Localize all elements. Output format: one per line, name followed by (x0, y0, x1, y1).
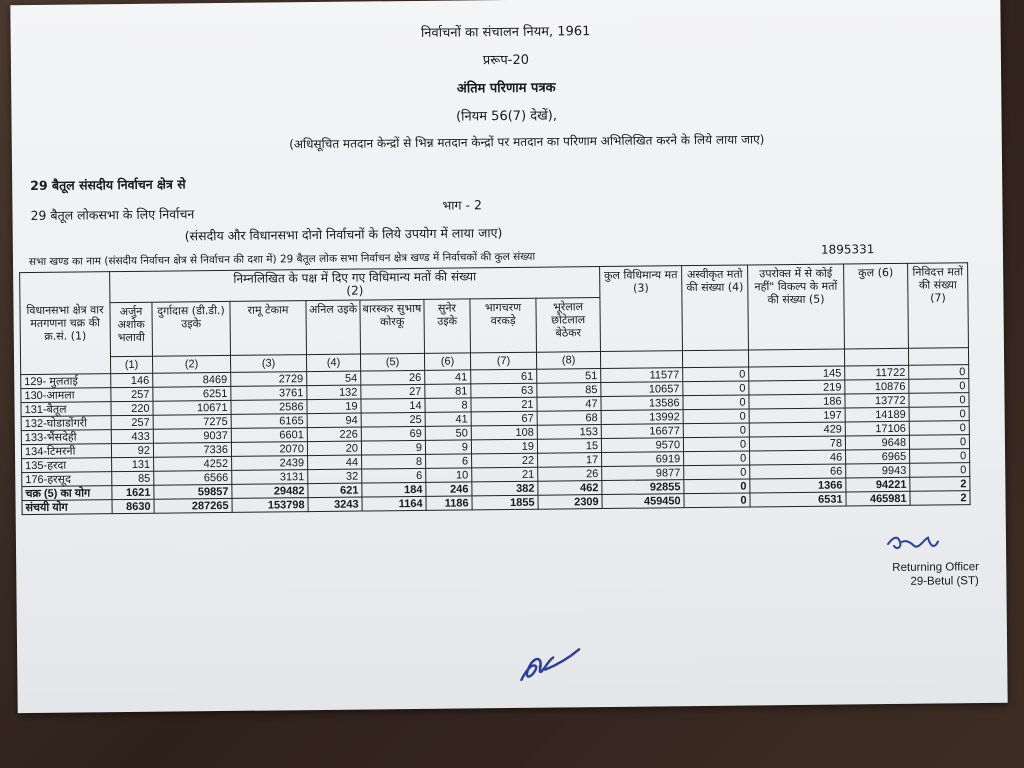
electors-total: 1895331 (820, 242, 875, 257)
header-valid-votes (110, 267, 600, 303)
cell-value: 85 (112, 471, 154, 485)
cell-value: 0 (910, 463, 970, 478)
cell-value: 94 (307, 413, 361, 428)
cand-num-7: (7) (470, 352, 536, 370)
cell-value: 9570 (601, 438, 683, 453)
cand-num-2: (2) (153, 355, 231, 373)
cell-value: 0 (684, 493, 750, 508)
form-20-sheet (10, 0, 1007, 713)
candidate-6: सुनेर उइके (424, 299, 471, 353)
cell-value: 0 (683, 367, 749, 382)
cell-value: 13772 (845, 393, 909, 408)
candidate-2: दुर्गादास (डी.डी.) उइके (152, 301, 231, 356)
cell-value: 2729 (231, 372, 307, 387)
cell-value: 16677 (601, 424, 683, 439)
cell-value: 7336 (153, 442, 231, 457)
cell-value: 27 (361, 384, 425, 399)
cell-value: 10657 (601, 382, 683, 397)
cell-value: 10 (426, 468, 472, 482)
cell-value: 146 (111, 373, 153, 387)
cell-value: 8630 (112, 499, 154, 513)
cell-value: 2 (910, 491, 970, 506)
cell-value: 15 (537, 439, 601, 454)
cell-value: 131 (112, 457, 154, 471)
cell-value: 20 (307, 441, 361, 456)
cell-value: 6566 (154, 470, 232, 485)
cell-value: 6251 (153, 386, 231, 401)
observer-signature (515, 641, 585, 688)
part-label: भाग - 2 (442, 197, 482, 213)
rule-reference: (नियम 56(7) देखें), (455, 108, 558, 125)
cell-value: 68 (537, 411, 601, 426)
cell-value: 0 (909, 421, 969, 436)
cand-num-3: (3) (230, 355, 306, 373)
cell-value: 8469 (153, 372, 231, 387)
cell-value: 3131 (232, 470, 308, 485)
cell-value: 153798 (232, 498, 308, 513)
cell-value: 85 (537, 383, 601, 398)
cell-value: 69 (361, 426, 425, 441)
blank-cell (909, 348, 969, 366)
segment-name: 135-हरदा (22, 458, 112, 473)
cell-value: 10671 (153, 400, 231, 415)
cell-value: 0 (684, 465, 750, 480)
segment-name: चक्र (5) का योग (22, 486, 112, 501)
cell-value: 51 (537, 369, 601, 384)
blank-cell (601, 351, 683, 369)
cell-value: 26 (361, 370, 425, 385)
results-table (19, 262, 971, 515)
cell-value: 459450 (602, 494, 684, 509)
cell-value: 462 (538, 481, 602, 496)
cell-value: 0 (909, 379, 969, 394)
cell-value: 6 (426, 454, 472, 468)
cell-value: 54 (307, 371, 361, 386)
blank-cell (749, 349, 845, 367)
candidate-5: बारस्कर सुभाष कोरकू (360, 299, 425, 354)
candidate-3: रामू टेकाम (230, 301, 307, 356)
cell-value: 257 (111, 387, 153, 401)
cell-value: 197 (749, 408, 845, 423)
cell-value: 63 (471, 383, 537, 398)
table-body (21, 365, 971, 515)
cell-value: 66 (750, 464, 846, 479)
header-segment: विधानसभा क्षेत्र वार मतगणना चक्र की क्र.सं. (1) (20, 272, 111, 375)
cell-value: 21 (472, 467, 538, 482)
cell-value: 47 (537, 397, 601, 412)
segment-name: 133-भैंसदेही (21, 430, 111, 445)
cand-num-5: (5) (360, 353, 424, 371)
cell-value: 184 (362, 482, 426, 497)
segment-name: 132-घोडाडोंगरी (21, 416, 111, 431)
cell-value: 41 (425, 370, 471, 384)
cell-value: 132 (307, 385, 361, 400)
cell-value: 26 (538, 467, 602, 482)
cell-value: 6531 (750, 492, 846, 507)
cell-value: 9037 (153, 428, 231, 443)
cell-value: 429 (749, 422, 845, 437)
electors-label: सभा खण्ड का नाम (संसदीय निर्वाचन क्षेत्र से निर्वाचन की दशा में) 29 बैतूल लोक सभा निर्वाचन क्षेत्र खण्ड में निर्वाचकों की कुल संख्या (28, 250, 536, 269)
cell-value: 11577 (601, 368, 683, 383)
returning-officer-constituency: 29-Betul (ST) (910, 575, 979, 588)
cell-value: 219 (749, 380, 845, 395)
cell-value: 6965 (846, 449, 910, 464)
cell-value: 22 (472, 453, 538, 468)
cell-value: 220 (111, 401, 153, 415)
cell-value: 186 (749, 394, 845, 409)
segment-name: 130-आमला (21, 388, 111, 403)
cell-value: 6601 (231, 428, 307, 443)
cell-value: 2 (910, 477, 970, 492)
header-tendered: निविदत्त मतों की संख्या (7) (908, 263, 969, 349)
cell-value: 92 (111, 443, 153, 457)
cell-value: 0 (910, 449, 970, 464)
cell-value: 2439 (232, 456, 308, 471)
cell-value: 29482 (232, 484, 308, 499)
candidate-1: अर्जुन अशोक भलावी (110, 302, 153, 356)
segment-name: 131-बैतूल (21, 402, 111, 417)
cand-num-4: (4) (306, 354, 360, 372)
cell-value: 0 (683, 423, 749, 438)
cell-value: 94221 (846, 477, 910, 492)
cell-value: 9943 (846, 463, 910, 478)
cell-value: 382 (472, 481, 538, 496)
rules-title: निर्वाचनों का संचालन नियम, 1961 (420, 24, 591, 41)
cell-value: 19 (471, 439, 537, 454)
cell-value: 41 (425, 412, 471, 426)
cell-value: 2586 (231, 400, 307, 415)
cell-value: 145 (749, 366, 845, 381)
cell-value: 6165 (231, 414, 307, 429)
cell-value: 465981 (846, 491, 910, 506)
segment-name: 129- मुलताई (21, 374, 111, 389)
cell-value: 61 (471, 369, 537, 384)
header-total: कुल (6) (844, 263, 909, 349)
cell-value: 10876 (845, 379, 909, 394)
cell-value: 1366 (750, 478, 846, 493)
header-nota: उपरोक्त में से कोई नहीं" विकल्प के मतों की संख्या (5) (748, 264, 845, 350)
usage-scope: (संसदीय और विधानसभा दोनो निर्वाचनों के लिये उपयोग में लाया जाए) (184, 225, 503, 244)
segment-name: 176-हरसूद (22, 472, 112, 487)
cell-value: 2309 (538, 495, 602, 510)
cell-value: 13586 (601, 396, 683, 411)
cell-value: 621 (308, 483, 362, 498)
cell-value: 78 (749, 436, 845, 451)
cell-value: 17 (538, 453, 602, 468)
cell-value: 0 (909, 365, 969, 380)
cell-value: 287265 (154, 498, 232, 513)
cell-value: 6 (362, 468, 426, 483)
cand-num-8: (8) (536, 352, 600, 370)
form-number: प्ररूप-20 (482, 52, 530, 69)
cell-value: 4252 (154, 456, 232, 471)
candidate-7: भागचरण वरकड़े (470, 298, 537, 353)
cell-value: 8 (362, 454, 426, 469)
segment-name: 134-टिमरनी (21, 444, 111, 459)
candidate-8: भूरेलाल छोटेलाल बेठेकर (536, 298, 601, 353)
election-name: 29 बैतूल लोकसभा के लिए निर्वाचन (30, 206, 195, 224)
valid-votes-title: निम्नलिखित के पक्ष में दिए गए विधिमान्य मतों की संख्या (233, 269, 477, 286)
cell-value: 6919 (602, 452, 684, 467)
cand-num-1: (1) (111, 356, 153, 373)
cell-value: 153 (537, 425, 601, 440)
cell-value: 226 (307, 427, 361, 442)
cell-value: 8 (425, 398, 471, 412)
cell-value: 2070 (231, 442, 307, 457)
cell-value: 21 (471, 397, 537, 412)
cell-value: 19 (307, 399, 361, 414)
cell-value: 1621 (112, 485, 154, 499)
header-rejected: अस्वीकृत मतो की संख्या (4) (682, 265, 749, 351)
segment-name: संचयी योग (22, 500, 112, 515)
header-total-valid: कुल विधिमान्य मत (3) (600, 266, 683, 352)
header-row (20, 263, 968, 304)
cell-value: 9648 (845, 435, 909, 450)
returning-officer-title: Returning Officer (892, 561, 980, 574)
cell-value: 3761 (231, 386, 307, 401)
cell-value: 50 (425, 426, 471, 440)
candidate-4: अनिल उइके (306, 300, 361, 355)
cell-value: 0 (684, 479, 750, 494)
cell-value: 46 (750, 450, 846, 465)
cell-value: 0 (683, 381, 749, 396)
cell-value: 9 (361, 440, 425, 455)
cell-value: 59857 (154, 484, 232, 499)
cell-value: 44 (308, 455, 362, 470)
cell-value: 7275 (153, 414, 231, 429)
cell-value: 0 (683, 395, 749, 410)
cell-value: 1855 (472, 495, 538, 510)
cell-value: 0 (683, 437, 749, 452)
cell-value: 0 (909, 435, 969, 450)
blank-cell (845, 348, 909, 366)
usage-note: (अधिसूचित मतदान केन्द्रों से भिन्न मतदान केन्द्रों पर मतदान का परिणाम अभिलिखित करने के लिये लाया जाए) (289, 132, 765, 152)
blank-cell (683, 350, 749, 368)
cell-value: 1186 (426, 496, 472, 510)
cell-value: 14189 (845, 407, 909, 422)
cell-value: 108 (471, 425, 537, 440)
cell-value: 0 (683, 409, 749, 424)
cell-value: 257 (111, 415, 153, 429)
cand-num-6: (6) (424, 353, 470, 370)
valid-votes-num: (2) (346, 283, 364, 298)
cell-value: 32 (308, 469, 362, 484)
constituency-heading: 29 बैतूल संसदीय निर्वाचन क्षेत्र से (30, 176, 186, 194)
cell-value: 0 (684, 451, 750, 466)
cell-value: 3243 (308, 497, 362, 512)
cell-value: 1164 (362, 496, 426, 511)
cell-value: 81 (425, 384, 471, 398)
cell-value: 67 (471, 411, 537, 426)
cell-value: 11722 (845, 365, 909, 380)
cell-value: 246 (426, 482, 472, 496)
cell-value: 92855 (602, 480, 684, 495)
cell-value: 25 (361, 412, 425, 427)
cell-value: 433 (111, 429, 153, 443)
cell-value: 14 (361, 398, 425, 413)
cell-value: 0 (909, 393, 969, 408)
returning-officer-signature (884, 527, 948, 560)
cell-value: 0 (909, 407, 969, 422)
cell-value: 17106 (845, 421, 909, 436)
cell-value: 9 (425, 440, 471, 454)
cell-value: 13992 (601, 410, 683, 425)
document-title: अंतिम परिणाम पत्रक (456, 80, 556, 97)
cell-value: 9877 (602, 466, 684, 481)
